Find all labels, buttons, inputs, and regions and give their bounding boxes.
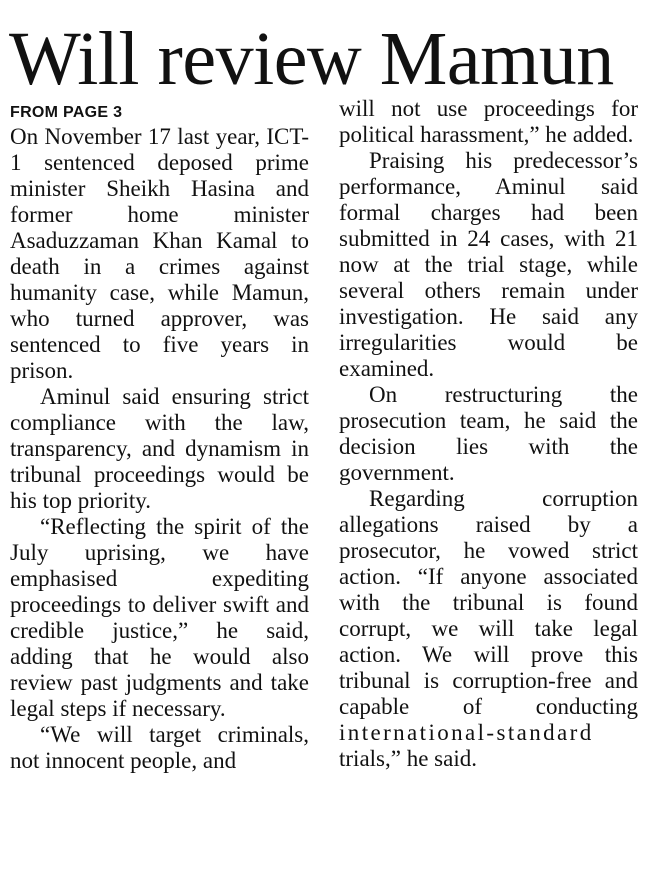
headline: Will review Mamun (9, 17, 614, 101)
paragraph: will not use proceedings for political harassment,” he added. (339, 96, 638, 147)
paragraph: “Reflecting the spirit of the July uprising, we have emphasised expediting proceedings to deliver swift and credible justice,” he said, adding that he would also review past judgments and take legal steps if necessary. (10, 514, 309, 721)
paragraph: On restructuring the prosecution team, he said the decision lies with the government. (339, 382, 638, 485)
paragraph: Praising his predecessor’s performance, Aminul said formal charges had been submitted in 24 cases, with 21 now at the trial stage, while several others remain under investigation. He said any irregularities would be examined. (339, 148, 638, 381)
paragraph-text: Regarding corruption allegations raised by a prosecutor, he vowed strict action. “If anyone associated with the tribunal is found corrupt, we will take legal action. We will prove this tribunal is corruption-free and capable of conducting (339, 486, 638, 719)
paragraph: Aminul said ensuring strict compliance with the law, transparency, and dynamism in tribunal proceedings would be his top priority. (10, 384, 309, 513)
paragraph (339, 486, 638, 772)
paragraph-text-spaced: international-standard (339, 720, 594, 745)
paragraph: “We will target criminals, not innocent people, and (10, 722, 309, 773)
article-column-right (339, 96, 638, 772)
paragraph: On November 17 last year, ICT-1 sentenced deposed prime minister Sheikh Hasina and former home minister Asaduzzaman Khan Kamal to death in a crimes against humanity case, while Mamun, who turned approver, was sentenced to five years in prison. (10, 124, 309, 383)
paragraph-text: trials,” he said. (339, 746, 477, 771)
article-column-left (10, 96, 309, 774)
continuation-kicker: FROM PAGE 3 (10, 104, 123, 121)
